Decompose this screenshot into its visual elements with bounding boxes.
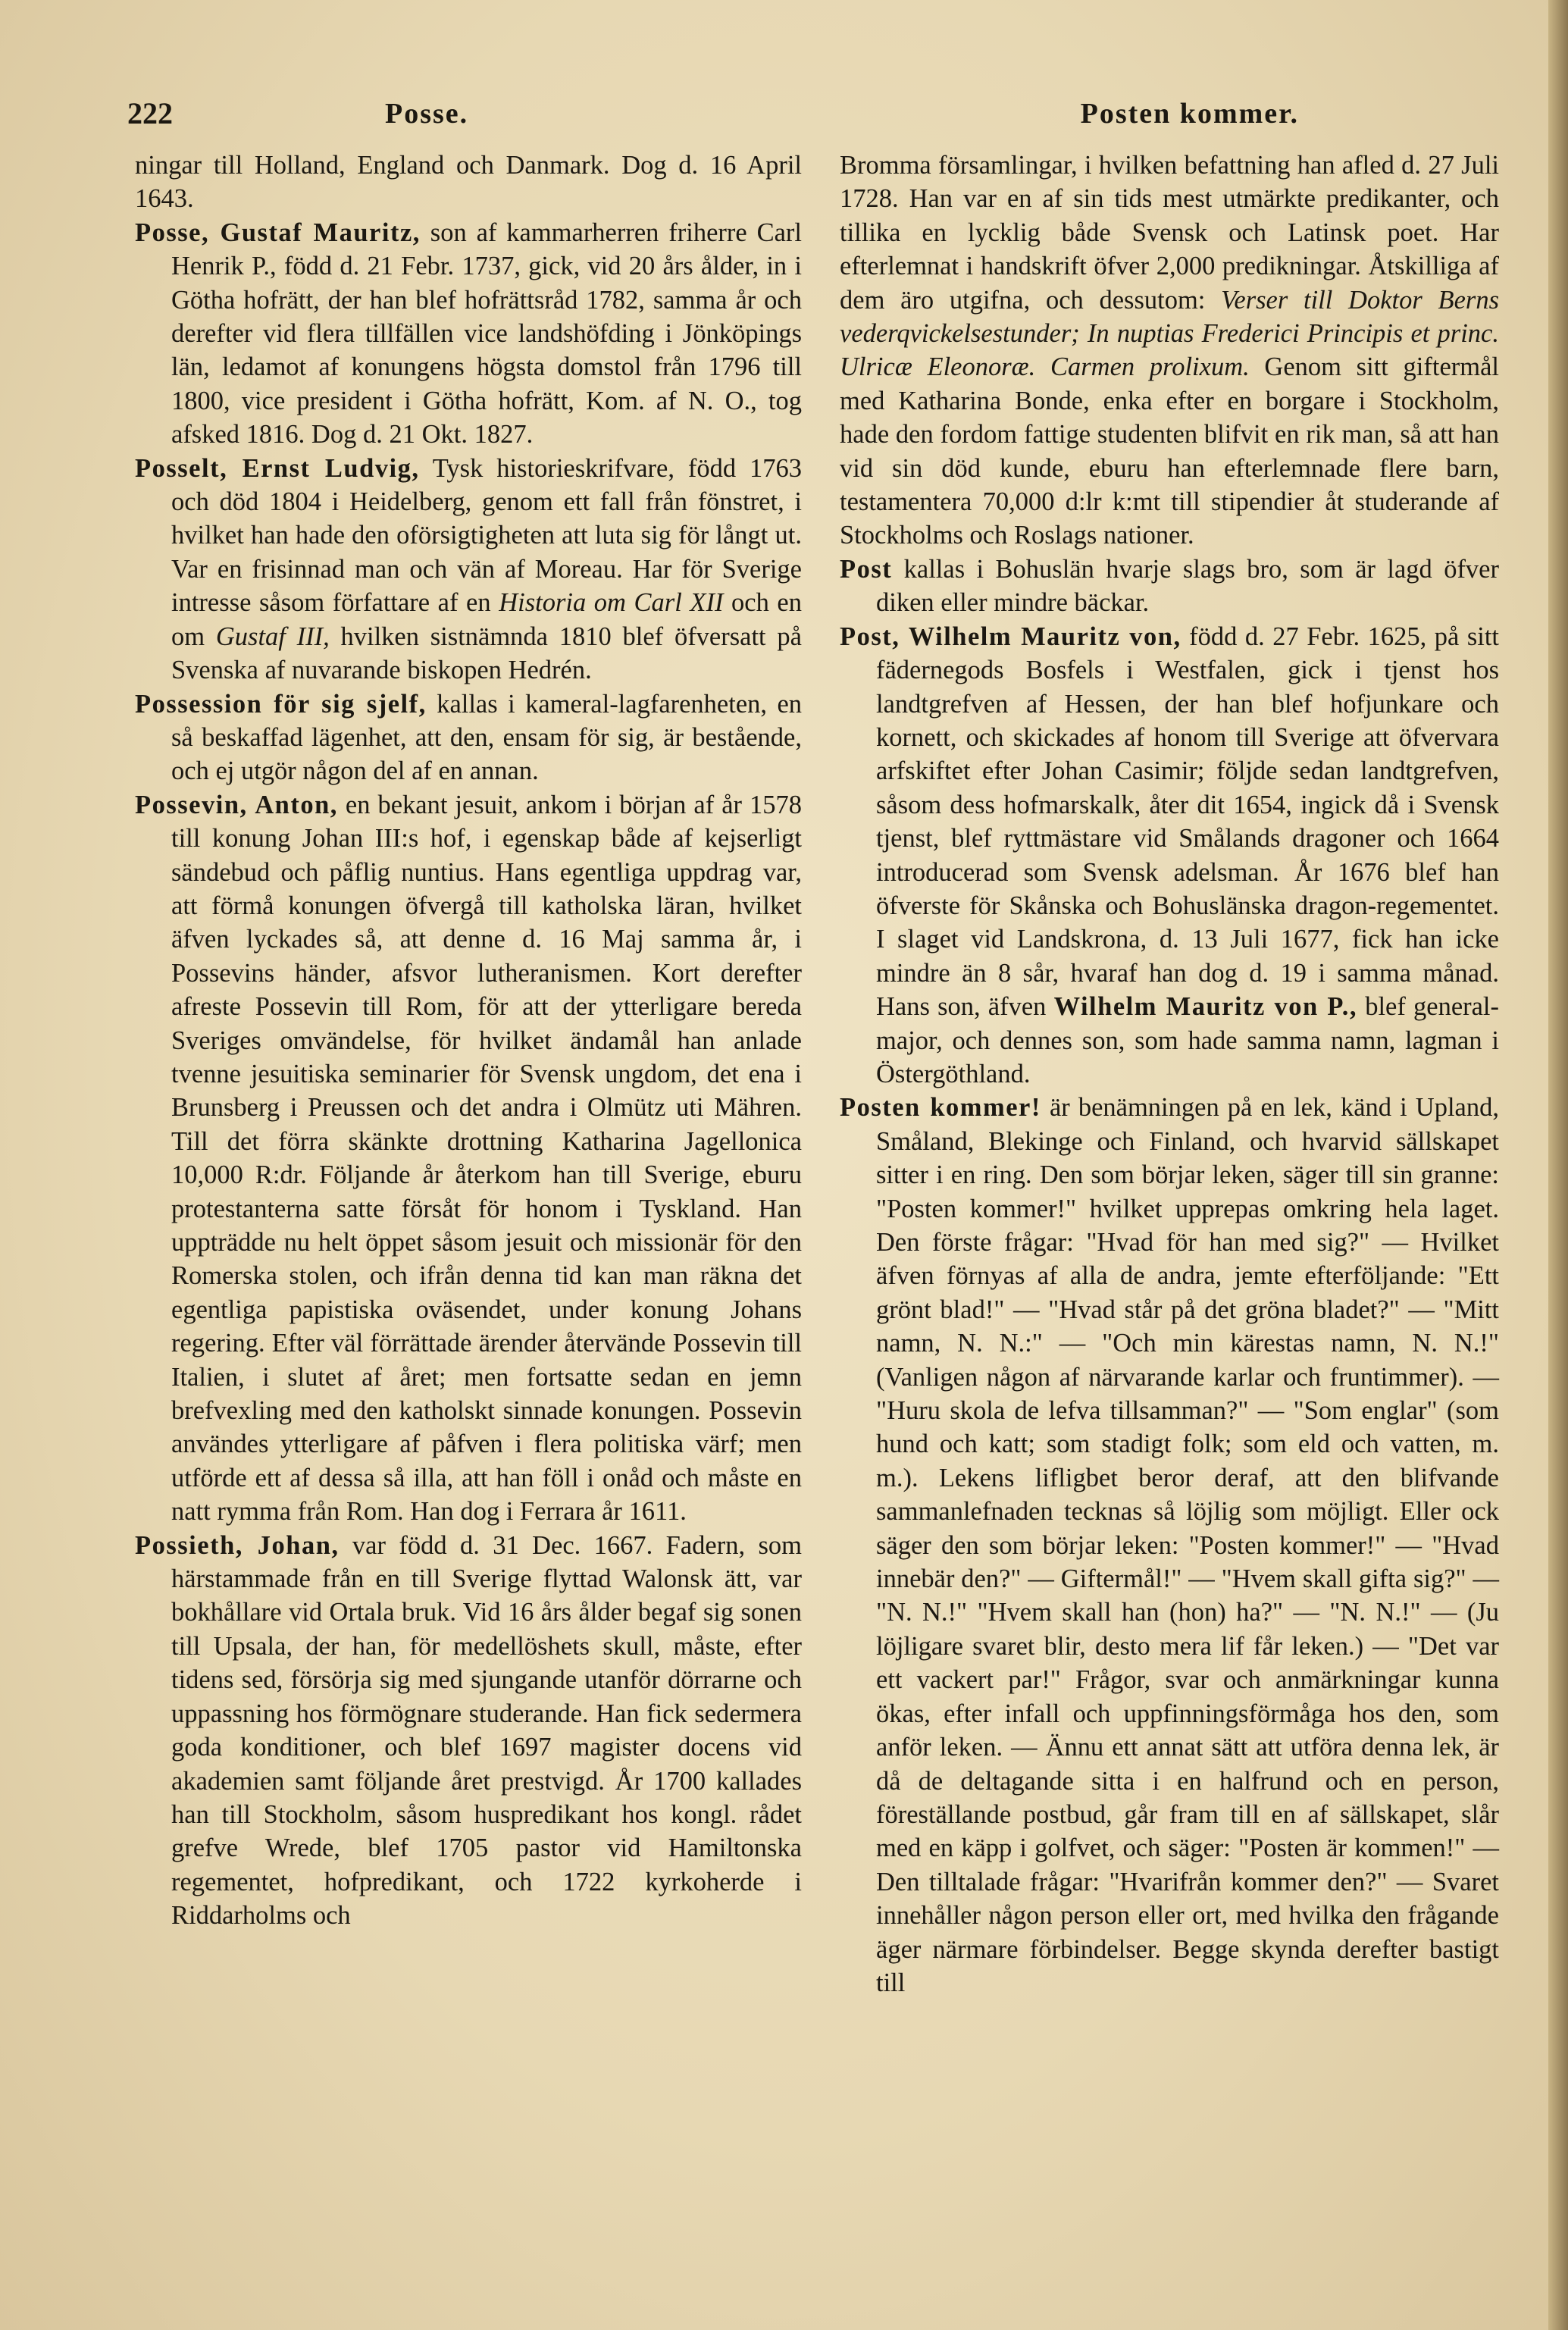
entry-headword: Post, Wilhelm Mauritz von, bbox=[840, 622, 1181, 651]
entry-possevin-anton bbox=[135, 788, 802, 1529]
entry-posten-kommer bbox=[840, 1091, 1499, 2000]
entry-headword: Posselt, Ernst Ludvig, bbox=[135, 453, 420, 483]
work-title: Verser till Doktor Berns vederqvickelsestunder; In nuptias Frederici Principis et princ. Ulricæ Eleonoræ. Carmen prolixum. bbox=[840, 285, 1499, 382]
entry-body: kallas i kameral-lagfarenheten, en så beskaffad lägenhet, att den, ensam för sig, är bestående, och ej utgör någon del af en annan. bbox=[171, 689, 803, 786]
entry-headword: Possevin, Anton, bbox=[135, 790, 338, 819]
left-column bbox=[135, 149, 802, 1933]
entry-headword: Possieth, Johan, bbox=[135, 1530, 340, 1560]
entry-body: född d. 27 Febr. 1625, på sitt fädernegods Bosfels i Westfalen, gick i tjenst hos landtgrefven af Hessen, der han blef hofjunkare och kornett, och skickades af honom till Sverige att öfvervara arfskiftet efter Johan Casimir; följde sedan landtgrefven, såsom dess hofmarskalk, åter dit 1654, ingick då i Svensk tjenst, blef ryttmästare vid Smålands dragoner och 1664 introducerad som Svensk adelsman. År 1676 blef han öfverste för Skånska och Bohuslänska dragon-regementet. I slaget vid Landskrona, d. 13 Juli 1677, fick han icke mindre än 8 sår, hvaraf han dog d. 19 i samma månad. Hans son, äfven bbox=[876, 622, 1499, 1022]
entry-body: en bekant jesuit, ankom i början af år 1578 till konung Johan III:s hof, i egenskap både af kejserligt sändebud och påflig nuntius. Hans egentliga uppdrag var, att förmå konungen öfvergå till katholska läran, hvilket äfven lyckades så, att denne d. 16 Maj samma år, i Possevins händer, afsvor lutheranismen. Kort derefter afreste Possevin till Rom, för att der ytterligare bereda Sveriges omvändelse, för hvilket ändamål han anlade tvenne jesuitiska seminarier för Svensk ungdom, det ena i Brunsberg i Preussen och det andra i Olmütz uti Mähren. Till det förra skänkte drottning Katharina Jagellonica 10,000 R:dr. Följande år återkom han till Sverige, eburu protestanterna satte försåt för honom i Tyskland. Han uppträdde nu helt öppet såsom jesuit och missionär för den Romerska stolen, och ifrån denna tid kan man räkna det egentliga papistiska oväsendet, under konung Johans regering. Efter väl förrättade ärender återvände Possevin till Italien, i slutet af året; men fortsatte sedan en jemn brefvexling med den katholskt sinnade konungen. Possevin användes ytterligare af påfven i flera politiska värf; men utförde ett af dessa så illa, att han föll i onåd och måste en natt rymma från Rom. Han dog i Ferrara år 1611. bbox=[171, 790, 802, 1527]
entry-body: var född d. 31 Dec. 1667. Fadern, som härstammade från en till Sverige flyttad Walonsk ätt, var bokhållare vid Ortala bruk. Vid 16 års ålder begaf sig sonen till Upsala, der han, för medellöshets skull, måste, efter tidens sed, försörja sig med sjungande utanför dörrarne och uppassning hos förmögnare studerande. Han fick sedermera goda konditioner, och blef 1697 magister docens vid akademien samt följande året prestvigd. År 1700 kallades han till Stockholm, såsom huspredikant hos kongl. rådet grefve Wrede, blef 1705 pastor vid Hamiltonska regementet, hofpredikant, och 1722 kyrkoherde i Riddarholms och bbox=[171, 1530, 802, 1931]
entry-possession-for-sig-sjelf bbox=[135, 687, 802, 788]
work-title: Gustaf III, bbox=[215, 622, 330, 651]
left-running-head: Posse. bbox=[385, 98, 469, 130]
entry-body: hvilken sistnämnda 1810 blef öfversatt på Svenska af nuvarande biskopen Hedrén. bbox=[171, 622, 802, 685]
entry-body: är benämningen på en lek, känd i Upland, Småland, Blekinge och Finland, och hvarvid sällskapet sitter i en ring. Den som börjar leken, säger till sin granne: "Posten kommer!" hvilket upprepas omkring hela laget. Den förste frågar: "Hvad för han med sig?" — Hvilket äfven förnyas af alla de andra, jemte efterföljande: "Ett grönt blad!" — "Hvad står på det gröna bladet?" — "Mitt namn, N. N.:" — "Och min kärestas namn, N. N.!" (Vanligen någon af närvarande karlar och fruntimmer). — "Huru skola de lefva tillsamman?" — "Som englar" (som hund och katt; som stadigt folk; som eld och vatten, m. m.). Lekens lifligbet beror deraf, att den blifvande sammanlefnaden tecknas så löjlig som möjligt. Eller ock säger den som börjar leken: "Posten kommer!" — "Hvad innebär den?" — Giftermål!" — "Hvem skall gifta sig?" — "N. N.!" "Hvem skall han (hon) ha?" — "N. N.!" — (Ju löjligare svaret blir, desto mera lif får leken.) — "Det var ett vackert par!" Frågor, svar och anmärkningar kunna ökas, efter infall och uppfinningsförmåga hos den, som anför leken. — Ännu ett annat sätt att utföra denna lek, är då de deltagande sitta i en halfrund och en person, föreställande postbud, går fram till en af sällskapet, slår med en käpp i golfvet, och säger: "Posten är kommen!" — Den tilltalade frågar: "Hvarifrån kommer den?" — Svaret innehåller någon person eller ort, med hvilka den frågande äger närmare förbindelser. Begge skynda derefter bastigt till bbox=[876, 1093, 1499, 1997]
entry-posse-gustaf-mauritz bbox=[135, 216, 802, 452]
entry-continuation: Bromma församlingar, i hvilken befattning han afled d. 27 Juli 1728. Han var en af sin tids mest utmärkte predikanter, och tillika en lycklig både Svensk och Latinsk poet. Har efterlemnat i handskrift öfver 2,000 predikningar. Åtskilliga af dem äro utgifna, och dessutom: Verser till Doktor Berns vederqvickelsestunder; In nuptias Frederici Principis et princ. Ulricæ Eleonoræ. Carmen prolixum. Genom sitt giftermål med Katharina Bonde, enka efter en borgare i Stockholm, hade den fordom fattige studenten blifvit en rik man, så att han vid sin död kunde, eburu han efterlemnade flere barn, testamentera 70,000 d:lr k:mt till stipendier åt studerande af Stockholms och Roslags nationer. bbox=[840, 151, 1499, 550]
entry-posselt-ernst-ludvig bbox=[135, 452, 802, 687]
entry-body: son af kammarherren friherre Carl Henrik P., född d. 21 Febr. 1737, gick, vid 20 års ålder, in i Götha hofrätt, der han blef hofrättsråd 1782, samma år och derefter vid flera tillfällen vice landshöfding i Jönköpings län, ledamot af konungens högsta domstol från 1796 till 1800, vice president i Götha hofrätt, Kom. af N. O., tog afsked 1816. Dog d. 21 Okt. 1827. bbox=[171, 218, 802, 449]
entry-headword: Posten kommer! bbox=[840, 1093, 1041, 1123]
entry-body: blef general-major, och dennes son, som hade samma namn, lagman i Östergöthland. bbox=[876, 992, 1500, 1088]
running-header bbox=[127, 96, 1299, 142]
entry-post bbox=[840, 553, 1499, 620]
entry-continuation: ningar till Holland, England och Danmark. Dog d. 16 April 1643. bbox=[135, 151, 802, 214]
page-number: 222 bbox=[127, 96, 173, 130]
entry-post-wilhelm-mauritz bbox=[840, 620, 1499, 1091]
right-column bbox=[840, 149, 1499, 2000]
work-title: Historia om Carl XII bbox=[499, 588, 724, 618]
entry-body: Tysk historieskrifvare, född 1763 och död 1804 i Heidelberg, genom ett fall från fönstret, i hvilket han hade den oförsigtigheten att luta sig för långt ut. Var en frisinnad man och vän af Moreau. Har för Sverige intresse såsom författare af en bbox=[171, 453, 802, 618]
entry-subheadword: Wilhelm Mauritz von P., bbox=[1053, 992, 1358, 1022]
entry-headword: Possession för sig sjelf, bbox=[135, 689, 427, 719]
entry-body: och en om bbox=[171, 588, 802, 651]
page-edge-shadow bbox=[1548, 0, 1568, 2330]
entry-headword: Posse, Gustaf Mauritz, bbox=[135, 218, 421, 247]
entry-headword: Post bbox=[840, 554, 893, 584]
entry-body: kallas i Bohuslän hvarje slags bro, som är lagd öfver diken eller mindre bäckar. bbox=[876, 554, 1499, 618]
right-running-head: Posten kommer. bbox=[1080, 98, 1299, 130]
entry-possieth-johan bbox=[135, 1529, 802, 1933]
